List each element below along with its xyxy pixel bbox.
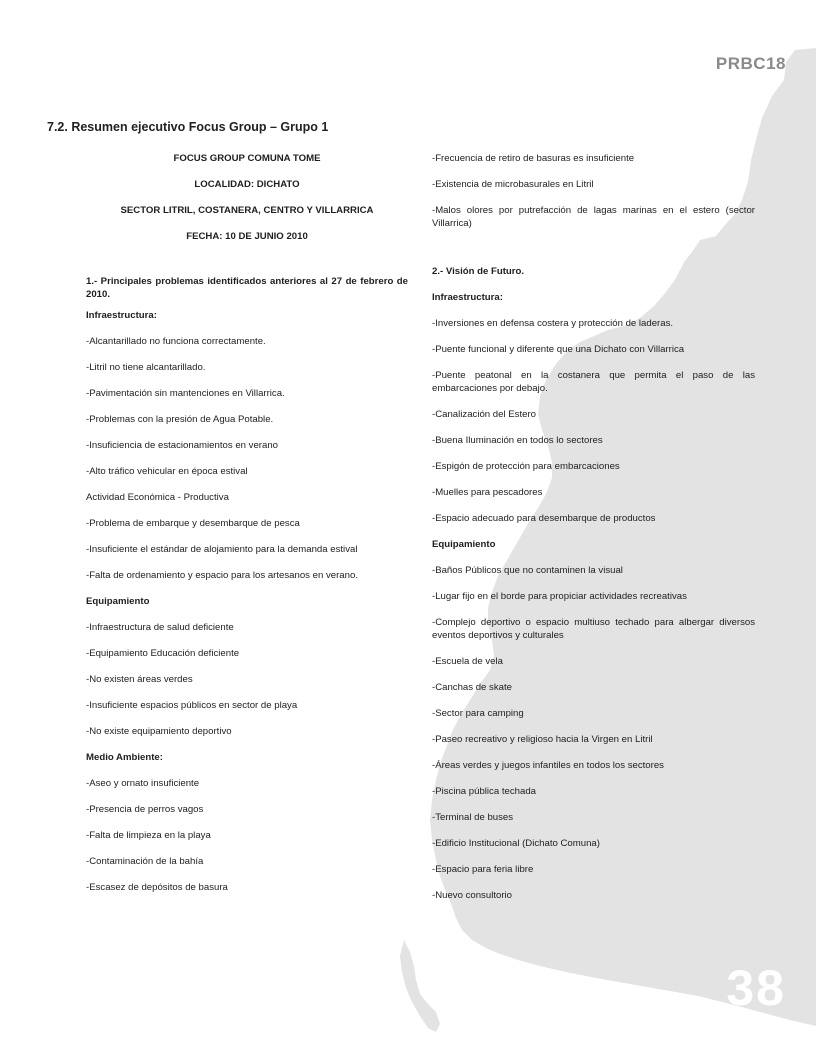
heading-line: LOCALIDAD: DICHATO [194, 179, 300, 190]
list-item: -Problemas con la presión de Agua Potable. [86, 414, 274, 425]
heading-line: SECTOR LITRIL, COSTANERA, CENTRO Y VILLARRICA [120, 205, 374, 216]
list-item: -Baños Públicos que no contaminen la visual [432, 565, 623, 576]
heading-line: FECHA: 10 DE JUNIO 2010 [186, 231, 308, 242]
list-item: -Espigón de protección para embarcaciones [432, 461, 620, 472]
list-item: -Muelles para pescadores [432, 487, 543, 498]
list-item: -Problema de embarque y desembarque de pesca [86, 518, 300, 529]
list-item: -Nuevo consultorio [432, 890, 512, 901]
list-item: -Sector para camping [432, 708, 524, 719]
list-item: -Equipamiento Educación deficiente [86, 648, 240, 659]
peninsula-shape [400, 940, 440, 1032]
question-heading: 1.- Principales problemas identificados anteriores al 27 de febrero de 2010. [86, 276, 408, 300]
subsection-label: Equipamiento [86, 596, 150, 607]
left-column [86, 152, 408, 907]
list-item: -Alto tráfico vehicular en época estival [86, 466, 248, 477]
list-item: -Falta de ordenamiento y espacio para los artesanos en verano. [86, 570, 358, 581]
list-item: -Existencia de microbasurales en Litril [432, 179, 594, 190]
list-item: -Canchas de skate [432, 682, 512, 693]
subsection-label: Equipamiento [432, 539, 496, 550]
list-item: -Escuela de vela [432, 656, 503, 667]
page-number: 38 [726, 960, 786, 1016]
list-item: -Contaminación de la bahía [86, 856, 204, 867]
list-item: -Falta de limpieza en la playa [86, 830, 211, 841]
list-item: -Alcantarillado no funciona correctamente. [86, 336, 266, 347]
list-item: -Espacio adecuado para desembarque de productos [432, 513, 656, 524]
list-item: -Buena Iluminación en todos lo sectores [432, 435, 603, 446]
list-item: -No existe equipamiento deportivo [86, 726, 232, 737]
list-item: -Inversiones en defensa costera y protección de laderas. [432, 318, 674, 329]
list-item: -Espacio para feria libre [432, 864, 534, 875]
list-item: -Insuficiente espacios públicos en sector de playa [86, 700, 298, 711]
list-item: -Canalización del Estero [432, 409, 536, 420]
list-item: -Pavimentación sin mantenciones en Villarrica. [86, 388, 285, 399]
list-item: -Piscina pública techada [432, 786, 536, 797]
list-item: -Malos olores por putrefacción de lagas marinas en el estero (sector Villarrica) [432, 205, 755, 229]
list-item: -Puente funcional y diferente que una Dichato con Villarrica [432, 344, 685, 355]
list-item: -Terminal de buses [432, 812, 514, 823]
list-item: -Aseo y ornato insuficiente [86, 778, 200, 789]
list-item: -Escasez de depósitos de basura [86, 882, 228, 893]
list-item: -Complejo deportivo o espacio multiuso techado para albergar diversos eventos deportivos y culturales [432, 617, 755, 641]
list-item: -Insuficiencia de estacionamientos en verano [86, 440, 278, 451]
list-item: -Presencia de perros vagos [86, 804, 204, 815]
right-column [432, 152, 755, 915]
heading-line: FOCUS GROUP COMUNA TOME [173, 153, 321, 164]
list-item: -Puente peatonal en la costanera que permita el paso de las embarcaciones por debajo. [432, 370, 755, 394]
list-item: -Paseo recreativo y religioso hacia la Virgen en Litril [432, 734, 653, 745]
subsection-label: Infraestructura: [86, 310, 157, 321]
subsection-label: Infraestructura: [432, 292, 503, 303]
list-item: -Edificio Institucional (Dichato Comuna) [432, 838, 600, 849]
document-code: PRBC18 [715, 54, 786, 73]
section-title: 7.2. Resumen ejecutivo Focus Group – Grupo 1 [47, 120, 329, 134]
list-item: -Frecuencia de retiro de basuras es insuficiente [432, 153, 635, 164]
list-item: -Infraestructura de salud deficiente [86, 622, 234, 633]
question-heading: 2.- Visión de Futuro. [432, 266, 525, 277]
subsection-label: Medio Ambiente: [86, 752, 163, 763]
list-item: -Insuficiente el estándar de alojamiento para la demanda estival [86, 544, 358, 555]
list-item: -No existen áreas verdes [86, 674, 193, 685]
subsection-label: Actividad Económica - Productiva [86, 492, 229, 503]
list-item: -Litril no tiene alcantarillado. [86, 362, 206, 373]
list-item: -Lugar fijo en el borde para propiciar actividades recreativas [432, 591, 687, 602]
list-item: -Áreas verdes y juegos infantiles en todos los sectores [432, 760, 664, 771]
